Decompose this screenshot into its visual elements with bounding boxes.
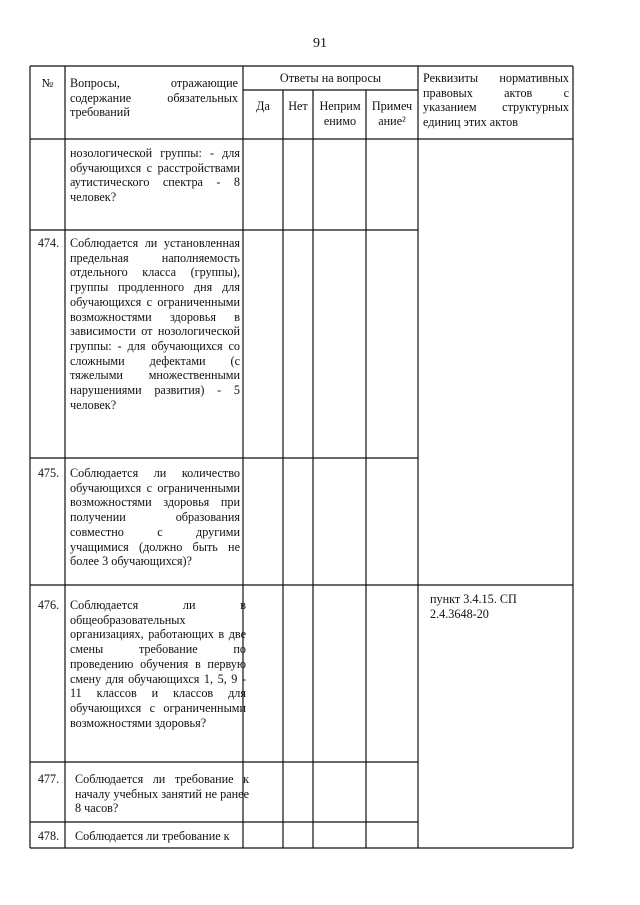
row-question: Соблюдается ли требование к началу учебных занятий не ранее 8 часов? xyxy=(75,772,249,816)
header-requisites: Реквизиты нормативных правовых актов с указанием структурных единиц этих актов xyxy=(423,71,569,130)
row-num: 478. xyxy=(37,829,60,843)
row-question: Соблюдается ли требование к xyxy=(75,829,230,843)
header-yes: Да xyxy=(256,99,270,113)
header-num: № xyxy=(41,76,54,90)
row-question: Соблюдается ли в общеобразовательных организациях, работающих в две смены требование по проведению обучения в первую смену для обучающихся 1, 5, 9 - 11 классов и классов для обучающихся с ограниченными возможностями здоровья? xyxy=(70,598,246,730)
row-num: 477. xyxy=(37,772,60,786)
row-num: 475. xyxy=(37,466,60,480)
row-num: 476. xyxy=(37,598,60,612)
header-no: Нет xyxy=(288,99,308,113)
row-question: Соблюдается ли установленная предельная наполняемость отдельного класса (группы), группы продленного дня для обучающихся с ограниченными возможностями здоровья в зависимости от нозологической группы: - для обучающихся со сложными дефектами (с тяжелыми множественными нарушениями развития) - 5 человек? xyxy=(70,236,240,412)
header-na: Неприм енимо xyxy=(319,99,361,128)
row-num: 474. xyxy=(37,236,60,250)
header-answers: Ответы на вопросы xyxy=(279,71,382,85)
requisites-476: пункт 3.4.15. СП 2.4.3648-20 xyxy=(430,592,517,621)
row-question: нозологической группы: - для обучающихся с расстройствами аутистического спектра - 8 человек? xyxy=(70,146,240,205)
page-number: 91 xyxy=(313,36,327,51)
header-questions: Вопросы, отражающие содержание обязательных требований xyxy=(70,76,238,120)
row-question: Соблюдается ли количество обучающихся с ограниченными возможностями здоровья при получении образования совместно с другими учащимися (должно быть не более 3 обучающихся)? xyxy=(70,466,240,569)
header-note: Примеч ание² xyxy=(371,99,413,128)
